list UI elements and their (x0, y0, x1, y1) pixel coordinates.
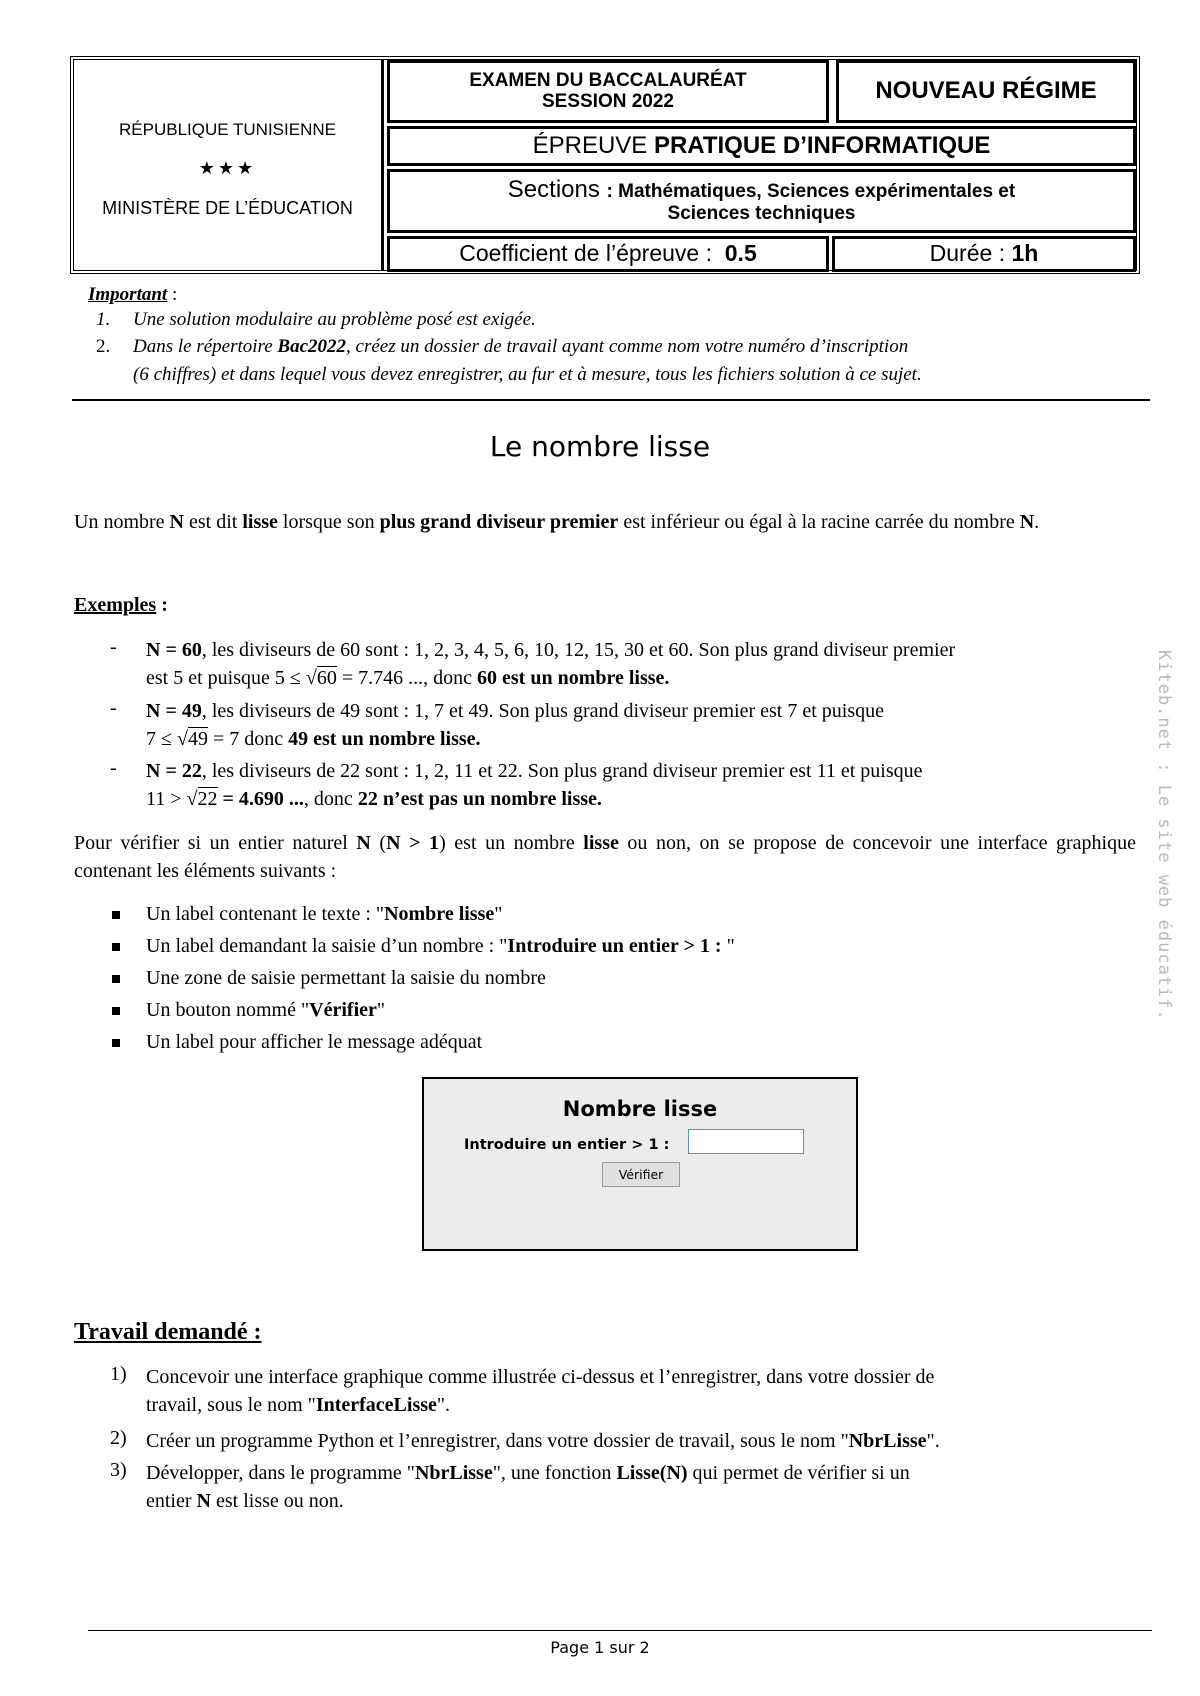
intro-line1: Un nombre N est dit lisse lorsque son plus grand diviseur premier est inférieur ou égal à la racine carrée du nombre N. (74, 511, 1040, 533)
example3: N = 22, les diviseurs de 22 sont : 1, 2, 11 et 22. Son plus grand diviseur premier est 11 et puisque 11 > √22 = 4.690 ..., donc 22 n’est pas un nombre lisse. (146, 760, 923, 810)
coef-value: 0.5 (724, 240, 757, 267)
gui-mockup-window (422, 1077, 858, 1251)
important-heading (88, 281, 177, 309)
important-item2-cont: (6 chiffres) et dans lequel vous devez enregistrer, au fur et à mesure, tous les fichiers solution à ce sujet. (133, 364, 922, 385)
task-2: Créer un programme Python et l’enregistrer, dans votre dossier de travail, sous le nom "NbrLisse". (146, 1430, 940, 1452)
sections-line2: Sciences techniques (667, 202, 856, 224)
gui-verify-button[interactable]: Vérifier (602, 1162, 680, 1187)
sections-line1: Mathématiques, Sciences expérimentales et (618, 181, 1016, 203)
regime-cell (836, 60, 1136, 123)
duree-value: 1h (1011, 240, 1039, 267)
stars-icon: ★★★ (198, 158, 257, 178)
exam-title: EXAMEN DU BACCALAURÉAT (469, 69, 747, 91)
important-item2-num: 2. (96, 336, 111, 357)
example3-dash: - (110, 757, 117, 779)
page-number: Page 1 sur 2 (550, 1638, 650, 1657)
task1-num: 1) (110, 1363, 127, 1385)
task-3: Développer, dans le programme "NbrLisse", une fonction Lisse(N) qui permet de vérifier si un entier N est lisse ou non. (146, 1462, 910, 1512)
gui-number-input[interactable] (688, 1129, 804, 1154)
bullet-icon (112, 943, 120, 951)
important-label: Important (88, 284, 168, 305)
travail-heading: Travail demandé : (74, 1319, 262, 1345)
watermark: Kiteb.net : Le site web éducatif. (1154, 650, 1174, 1021)
important-item1-num: 1. (96, 309, 111, 330)
example2-dash: - (110, 697, 117, 719)
important-colon: : (167, 284, 178, 305)
verify-paragraph: Pour vérifier si un entier naturel N (N > 1) est un nombre lisse ou non, on se propose de concevoir une interface graphique contenant les éléments suivants : (74, 832, 1136, 882)
coef-label: Coefficient de l’épreuve : (459, 240, 712, 267)
bullet-icon (112, 1039, 120, 1047)
duree-label: Durée : (929, 240, 1012, 267)
bullet-icon (112, 1007, 120, 1015)
task3-num: 3) (110, 1459, 127, 1481)
exam-header (70, 56, 1140, 274)
important-item1: Une solution modulaire au problème posé est exigée. (133, 309, 536, 330)
duree-cell (832, 236, 1136, 272)
bullet-item-5: Un label pour afficher le message adéquat (146, 1031, 483, 1053)
sections-cell (387, 169, 1136, 233)
footer-line (88, 1630, 1152, 1631)
gui-title-label: Nombre lisse (562, 1097, 718, 1121)
exam-session: SESSION 2022 (541, 90, 675, 112)
bullet-icon (112, 911, 120, 919)
separator (72, 399, 1150, 401)
epreuve-prefix: ÉPREUVE (532, 131, 648, 159)
important-item2: Dans le répertoire Bac2022, créez un dossier de travail ayant comme nom votre numéro d’inscription (133, 336, 909, 357)
bullet-icon (112, 975, 120, 983)
exam-session-cell (387, 60, 829, 123)
ministry-text: MINISTÈRE DE L’ÉDUCATION (102, 198, 353, 218)
examples-heading: Exemples : (74, 594, 168, 616)
epreuve-cell (387, 126, 1136, 166)
coef-cell (387, 236, 829, 272)
sections-colon: : (606, 181, 619, 203)
example1: N = 60, les diviseurs de 60 sont : 1, 2, 3, 4, 5, 6, 10, 12, 15, 30 et 60. Son plus grand diviseur premier est 5 et puisque 5 ≤ √60 = 7.746 ..., donc 60 est un nombre lisse. (146, 639, 956, 689)
gui-prompt-label: Introduire un entier > 1 : (464, 1137, 670, 1153)
example2: N = 49, les diviseurs de 49 sont : 1, 7 et 49. Son plus grand diviseur premier est 7 et puisque 7 ≤ √49 = 7 donc 49 est un nombre lisse. (146, 700, 884, 750)
bullet-item-2: Un label demandant la saisie d’un nombre : "Introduire un entier > 1 : " (146, 935, 735, 957)
bullet-item-3: Une zone de saisie permettant la saisie du nombre (146, 967, 546, 989)
epreuve-rest: PRATIQUE D’INFORMATIQUE (647, 131, 991, 159)
republic-text: RÉPUBLIQUE TUNISIENNE (119, 120, 336, 139)
sections-label: Sections (507, 176, 607, 204)
bullet-item-1: Un label contenant le texte : "Nombre lisse" (146, 903, 503, 925)
regime-text: NOUVEAU RÉGIME (875, 77, 1097, 105)
ministry-cell (74, 60, 384, 270)
task2-num: 2) (110, 1427, 127, 1449)
page-title: Le nombre lisse (489, 430, 711, 463)
bullet-item-4: Un bouton nommé "Vérifier" (146, 999, 386, 1021)
example1-dash: - (110, 636, 117, 658)
task-1: Concevoir une interface graphique comme illustrée ci-dessus et l’enregistrer, dans votre dossier de travail, sous le nom "InterfaceLisse". (146, 1366, 935, 1416)
